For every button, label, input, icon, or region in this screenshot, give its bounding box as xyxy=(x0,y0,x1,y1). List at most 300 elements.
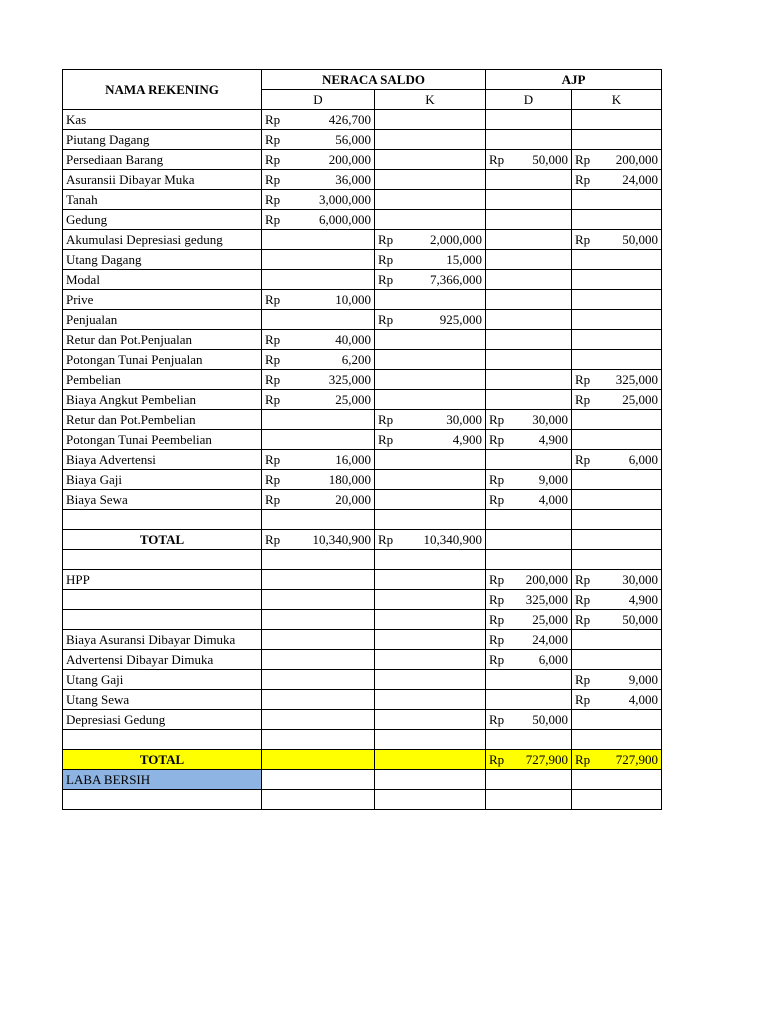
amount-cell-ajp-k xyxy=(572,270,662,290)
account-name: Gedung xyxy=(63,210,262,230)
amount-cell-ns-k xyxy=(375,510,486,530)
currency-label: Rp xyxy=(378,532,394,547)
amount-cell-ns-k xyxy=(375,710,486,730)
amount-value: 426,700 xyxy=(328,112,371,127)
currency-label: Rp xyxy=(575,692,591,707)
account-name: Biaya Angkut Pembelian xyxy=(63,390,262,410)
table-row xyxy=(63,690,662,710)
table-row xyxy=(63,210,662,230)
currency-label: Rp xyxy=(265,132,281,147)
amount-cell-ns-k xyxy=(375,330,486,350)
amount-value: 6,000 xyxy=(628,452,658,467)
currency-label: Rp xyxy=(575,592,591,607)
amount-cell-ajp-k xyxy=(572,610,662,630)
amount-cell-ns-k xyxy=(375,450,486,470)
table-row xyxy=(63,670,662,690)
amount-value: 15,000 xyxy=(446,252,482,267)
amount-cell-ajp-d xyxy=(486,130,572,150)
table-row xyxy=(63,370,662,390)
amount-value: 6,000 xyxy=(538,652,568,667)
table-body xyxy=(63,110,662,810)
amount-cell-ajp-k xyxy=(572,230,662,250)
amount-cell-ns-d xyxy=(262,390,375,410)
amount-cell-ajp-k xyxy=(572,290,662,310)
amount-cell-ns-k xyxy=(375,110,486,130)
amount-value: 4,000 xyxy=(538,492,568,507)
currency-label: Rp xyxy=(265,292,281,307)
amount-value: 200,000 xyxy=(328,152,371,167)
table-row xyxy=(63,390,662,410)
amount-cell-ajp-d xyxy=(486,490,572,510)
amount-cell-ns-k xyxy=(375,410,486,430)
amount-cell-ns-d xyxy=(262,610,375,630)
amount-cell-ajp-d xyxy=(486,230,572,250)
amount-value: 4,000 xyxy=(628,692,658,707)
amount-value: 50,000 xyxy=(622,612,658,627)
amount-cell-ajp-d xyxy=(486,610,572,630)
amount-cell-ns-d xyxy=(262,330,375,350)
currency-label: Rp xyxy=(265,152,281,167)
amount-value: 56,000 xyxy=(335,132,371,147)
amount-value: 727,900 xyxy=(615,752,658,767)
table-row xyxy=(63,530,662,550)
table-row xyxy=(63,270,662,290)
amount-cell-ns-k xyxy=(375,430,486,450)
amount-cell-ajp-d xyxy=(486,710,572,730)
amount-cell-ns-k xyxy=(375,730,486,750)
amount-cell-ns-k xyxy=(375,610,486,630)
amount-cell-ajp-k xyxy=(572,210,662,230)
account-name: Penjualan xyxy=(63,310,262,330)
amount-value: 24,000 xyxy=(622,172,658,187)
currency-label: Rp xyxy=(378,232,394,247)
amount-cell-ns-d xyxy=(262,250,375,270)
amount-cell-ns-d xyxy=(262,590,375,610)
currency-label: Rp xyxy=(489,412,505,427)
amount-value: 10,000 xyxy=(335,292,371,307)
table-row xyxy=(63,550,662,570)
amount-cell-ns-d xyxy=(262,190,375,210)
account-name: Prive xyxy=(63,290,262,310)
amount-cell-ajp-d xyxy=(486,210,572,230)
amount-cell-ajp-d xyxy=(486,150,572,170)
account-name: Tanah xyxy=(63,190,262,210)
amount-cell-ns-k xyxy=(375,150,486,170)
currency-label: Rp xyxy=(575,612,591,627)
currency-label: Rp xyxy=(265,372,281,387)
amount-cell-ns-k xyxy=(375,230,486,250)
currency-label: Rp xyxy=(575,672,591,687)
amount-cell-ajp-k xyxy=(572,470,662,490)
amount-value: 325,000 xyxy=(615,372,658,387)
amount-cell-ns-d xyxy=(262,370,375,390)
currency-label: Rp xyxy=(265,172,281,187)
amount-cell-ajp-k xyxy=(572,310,662,330)
account-name: Advertensi Dibayar Dimuka xyxy=(63,650,262,670)
amount-cell-ns-d xyxy=(262,410,375,430)
amount-value: 16,000 xyxy=(335,452,371,467)
amount-cell-ns-d xyxy=(262,290,375,310)
table-row xyxy=(63,130,662,150)
amount-cell-ns-d xyxy=(262,570,375,590)
table-row xyxy=(63,290,662,310)
currency-label: Rp xyxy=(265,452,281,467)
amount-cell-ns-d xyxy=(262,530,375,550)
amount-cell-ns-k xyxy=(375,550,486,570)
amount-cell-ns-k xyxy=(375,670,486,690)
amount-cell-ns-d xyxy=(262,770,375,790)
table-row xyxy=(63,710,662,730)
amount-cell-ns-k xyxy=(375,350,486,370)
currency-label: Rp xyxy=(378,412,394,427)
account-name: Retur dan Pot.Penjualan xyxy=(63,330,262,350)
table-row xyxy=(63,630,662,650)
table-row xyxy=(63,450,662,470)
amount-cell-ns-d xyxy=(262,210,375,230)
table-row xyxy=(63,750,662,770)
amount-cell-ajp-d xyxy=(486,330,572,350)
amount-cell-ajp-k xyxy=(572,710,662,730)
currency-label: Rp xyxy=(489,632,505,647)
amount-cell-ajp-d xyxy=(486,570,572,590)
total-label: TOTAL xyxy=(63,530,262,550)
table-row xyxy=(63,110,662,130)
table-row xyxy=(63,590,662,610)
account-name xyxy=(63,550,262,570)
header-ajp-debit: D xyxy=(486,90,572,110)
header-neraca-saldo: NERACA SALDO xyxy=(262,70,486,90)
currency-label: Rp xyxy=(489,612,505,627)
currency-label: Rp xyxy=(265,352,281,367)
amount-cell-ajp-k xyxy=(572,330,662,350)
amount-cell-ajp-k xyxy=(572,730,662,750)
amount-cell-ajp-k xyxy=(572,570,662,590)
currency-label: Rp xyxy=(489,752,505,767)
amount-cell-ns-d xyxy=(262,310,375,330)
amount-cell-ajp-k xyxy=(572,630,662,650)
amount-cell-ns-d xyxy=(262,150,375,170)
amount-value: 24,000 xyxy=(532,632,568,647)
amount-cell-ajp-d xyxy=(486,510,572,530)
amount-cell-ns-d xyxy=(262,170,375,190)
amount-cell-ns-k xyxy=(375,170,486,190)
amount-cell-ns-k xyxy=(375,190,486,210)
account-name xyxy=(63,610,262,630)
amount-cell-ajp-k xyxy=(572,170,662,190)
amount-cell-ns-k xyxy=(375,310,486,330)
currency-label: Rp xyxy=(575,452,591,467)
amount-cell-ns-d xyxy=(262,750,375,770)
amount-cell-ajp-d xyxy=(486,530,572,550)
currency-label: Rp xyxy=(489,572,505,587)
account-name: Biaya Sewa xyxy=(63,490,262,510)
account-name: Kas xyxy=(63,110,262,130)
amount-cell-ns-d xyxy=(262,450,375,470)
amount-cell-ns-k xyxy=(375,490,486,510)
amount-value: 727,900 xyxy=(525,752,568,767)
account-name: Biaya Advertensi xyxy=(63,450,262,470)
amount-cell-ajp-d xyxy=(486,450,572,470)
table-row xyxy=(63,510,662,530)
amount-cell-ns-d xyxy=(262,110,375,130)
currency-label: Rp xyxy=(489,712,505,727)
account-name: Piutang Dagang xyxy=(63,130,262,150)
amount-cell-ajp-k xyxy=(572,550,662,570)
amount-cell-ajp-k xyxy=(572,370,662,390)
account-name: Depresiasi Gedung xyxy=(63,710,262,730)
amount-cell-ns-d xyxy=(262,790,375,810)
account-name: HPP xyxy=(63,570,262,590)
amount-value: 325,000 xyxy=(328,372,371,387)
amount-cell-ns-k xyxy=(375,590,486,610)
currency-label: Rp xyxy=(265,532,281,547)
amount-cell-ajp-d xyxy=(486,190,572,210)
account-name xyxy=(63,790,262,810)
amount-cell-ajp-k xyxy=(572,350,662,370)
amount-cell-ajp-k xyxy=(572,530,662,550)
amount-cell-ajp-k xyxy=(572,410,662,430)
table-row xyxy=(63,310,662,330)
currency-label: Rp xyxy=(378,432,394,447)
amount-value: 4,900 xyxy=(538,432,568,447)
amount-value: 25,000 xyxy=(622,392,658,407)
amount-value: 50,000 xyxy=(532,712,568,727)
table-row xyxy=(63,330,662,350)
currency-label: Rp xyxy=(265,212,281,227)
currency-label: Rp xyxy=(378,272,394,287)
amount-value: 4,900 xyxy=(452,432,482,447)
amount-cell-ajp-k xyxy=(572,430,662,450)
total-label: TOTAL xyxy=(63,750,262,770)
amount-cell-ajp-k xyxy=(572,690,662,710)
account-name: Akumulasi Depresiasi gedung xyxy=(63,230,262,250)
amount-value: 7,366,000 xyxy=(430,272,482,287)
currency-label: Rp xyxy=(489,432,505,447)
account-name: Modal xyxy=(63,270,262,290)
amount-cell-ns-d xyxy=(262,650,375,670)
amount-value: 2,000,000 xyxy=(430,232,482,247)
amount-cell-ajp-k xyxy=(572,790,662,810)
table-row xyxy=(63,570,662,590)
amount-cell-ajp-k xyxy=(572,770,662,790)
amount-cell-ajp-k xyxy=(572,490,662,510)
amount-cell-ns-d xyxy=(262,270,375,290)
amount-cell-ajp-d xyxy=(486,690,572,710)
laba-bersih-label: LABA BERSIH xyxy=(63,770,262,790)
currency-label: Rp xyxy=(489,492,505,507)
currency-label: Rp xyxy=(575,372,591,387)
currency-label: Rp xyxy=(265,492,281,507)
amount-cell-ns-k xyxy=(375,790,486,810)
amount-cell-ns-k xyxy=(375,270,486,290)
amount-value: 20,000 xyxy=(335,492,371,507)
amount-value: 200,000 xyxy=(525,572,568,587)
amount-cell-ajp-d xyxy=(486,650,572,670)
amount-value: 30,000 xyxy=(532,412,568,427)
amount-cell-ajp-d xyxy=(486,410,572,430)
account-name xyxy=(63,590,262,610)
currency-label: Rp xyxy=(265,332,281,347)
amount-cell-ns-d xyxy=(262,550,375,570)
currency-label: Rp xyxy=(378,252,394,267)
currency-label: Rp xyxy=(575,392,591,407)
table-row xyxy=(63,490,662,510)
amount-cell-ajp-d xyxy=(486,470,572,490)
amount-cell-ns-k xyxy=(375,530,486,550)
table-row xyxy=(63,730,662,750)
amount-cell-ajp-d xyxy=(486,730,572,750)
amount-cell-ns-k xyxy=(375,630,486,650)
account-name: Utang Sewa xyxy=(63,690,262,710)
table-row xyxy=(63,190,662,210)
amount-cell-ns-d xyxy=(262,670,375,690)
amount-cell-ajp-k xyxy=(572,590,662,610)
amount-cell-ns-k xyxy=(375,390,486,410)
amount-cell-ns-d xyxy=(262,230,375,250)
amount-cell-ajp-k xyxy=(572,150,662,170)
currency-label: Rp xyxy=(378,312,394,327)
amount-cell-ns-d xyxy=(262,630,375,650)
currency-label: Rp xyxy=(265,392,281,407)
amount-value: 10,340,900 xyxy=(312,532,371,547)
amount-cell-ajp-d xyxy=(486,270,572,290)
amount-cell-ajp-d xyxy=(486,370,572,390)
table-row xyxy=(63,150,662,170)
amount-cell-ns-d xyxy=(262,130,375,150)
amount-cell-ajp-d xyxy=(486,250,572,270)
amount-cell-ajp-d xyxy=(486,310,572,330)
amount-cell-ajp-k xyxy=(572,390,662,410)
amount-value: 25,000 xyxy=(335,392,371,407)
amount-cell-ajp-d xyxy=(486,790,572,810)
amount-cell-ns-d xyxy=(262,430,375,450)
amount-cell-ns-k xyxy=(375,130,486,150)
table-row xyxy=(63,470,662,490)
account-name: Utang Dagang xyxy=(63,250,262,270)
table-row xyxy=(63,770,662,790)
account-name: Retur dan Pot.Pembelian xyxy=(63,410,262,430)
header-ns-kredit: K xyxy=(375,90,486,110)
amount-cell-ns-k xyxy=(375,570,486,590)
amount-cell-ns-k xyxy=(375,250,486,270)
amount-cell-ns-k xyxy=(375,290,486,310)
amount-cell-ns-d xyxy=(262,690,375,710)
amount-value: 30,000 xyxy=(446,412,482,427)
amount-cell-ajp-k xyxy=(572,130,662,150)
header-nama-rekening: NAMA REKENING xyxy=(63,70,262,110)
table-row xyxy=(63,790,662,810)
amount-cell-ajp-d xyxy=(486,170,572,190)
currency-label: Rp xyxy=(489,472,505,487)
currency-label: Rp xyxy=(489,652,505,667)
currency-label: Rp xyxy=(575,752,591,767)
amount-cell-ajp-k xyxy=(572,110,662,130)
currency-label: Rp xyxy=(575,572,591,587)
amount-cell-ns-k xyxy=(375,750,486,770)
amount-cell-ns-d xyxy=(262,350,375,370)
table-row xyxy=(63,410,662,430)
amount-cell-ajp-k xyxy=(572,510,662,530)
amount-cell-ajp-d xyxy=(486,390,572,410)
currency-label: Rp xyxy=(489,592,505,607)
amount-cell-ajp-k xyxy=(572,250,662,270)
amount-cell-ns-d xyxy=(262,510,375,530)
currency-label: Rp xyxy=(265,472,281,487)
amount-value: 325,000 xyxy=(525,592,568,607)
account-name: Potongan Tunai Penjualan xyxy=(63,350,262,370)
amount-cell-ajp-d xyxy=(486,110,572,130)
amount-cell-ns-k xyxy=(375,370,486,390)
amount-value: 30,000 xyxy=(622,572,658,587)
currency-label: Rp xyxy=(575,152,591,167)
account-name: Biaya Asuransi Dibayar Dimuka xyxy=(63,630,262,650)
table-row xyxy=(63,650,662,670)
amount-cell-ajp-d xyxy=(486,630,572,650)
currency-label: Rp xyxy=(265,192,281,207)
amount-cell-ns-d xyxy=(262,470,375,490)
amount-cell-ajp-d xyxy=(486,550,572,570)
amount-value: 9,000 xyxy=(628,672,658,687)
amount-cell-ajp-k xyxy=(572,670,662,690)
amount-cell-ns-k xyxy=(375,210,486,230)
currency-label: Rp xyxy=(489,152,505,167)
currency-label: Rp xyxy=(265,112,281,127)
amount-cell-ns-d xyxy=(262,490,375,510)
amount-cell-ajp-d xyxy=(486,290,572,310)
account-name: Persediaan Barang xyxy=(63,150,262,170)
amount-value: 50,000 xyxy=(622,232,658,247)
amount-value: 36,000 xyxy=(335,172,371,187)
account-name xyxy=(63,730,262,750)
header-ajp: AJP xyxy=(486,70,662,90)
amount-value: 10,340,900 xyxy=(423,532,482,547)
amount-cell-ns-d xyxy=(262,730,375,750)
amount-value: 6,000,000 xyxy=(319,212,371,227)
amount-cell-ajp-k xyxy=(572,650,662,670)
amount-cell-ns-d xyxy=(262,710,375,730)
amount-cell-ns-k xyxy=(375,470,486,490)
amount-value: 25,000 xyxy=(532,612,568,627)
amount-cell-ajp-d xyxy=(486,670,572,690)
account-name: Potongan Tunai Peembelian xyxy=(63,430,262,450)
amount-cell-ns-k xyxy=(375,650,486,670)
amount-value: 6,200 xyxy=(341,352,371,367)
account-name: Pembelian xyxy=(63,370,262,390)
amount-value: 925,000 xyxy=(439,312,482,327)
account-name xyxy=(63,510,262,530)
table-row xyxy=(63,350,662,370)
amount-cell-ajp-k xyxy=(572,750,662,770)
header-ajp-kredit: K xyxy=(572,90,662,110)
amount-cell-ajp-d xyxy=(486,590,572,610)
amount-cell-ajp-d xyxy=(486,430,572,450)
table-row xyxy=(63,230,662,250)
header-ns-debit: D xyxy=(262,90,375,110)
amount-value: 200,000 xyxy=(615,152,658,167)
amount-cell-ajp-d xyxy=(486,770,572,790)
currency-label: Rp xyxy=(575,232,591,247)
amount-value: 3,000,000 xyxy=(319,192,371,207)
account-name: Utang Gaji xyxy=(63,670,262,690)
amount-cell-ns-k xyxy=(375,690,486,710)
amount-cell-ns-k xyxy=(375,770,486,790)
amount-cell-ajp-k xyxy=(572,190,662,210)
amount-value: 40,000 xyxy=(335,332,371,347)
table-row xyxy=(63,250,662,270)
amount-value: 180,000 xyxy=(328,472,371,487)
account-name: Asuransii Dibayar Muka xyxy=(63,170,262,190)
worksheet-table xyxy=(62,69,662,810)
